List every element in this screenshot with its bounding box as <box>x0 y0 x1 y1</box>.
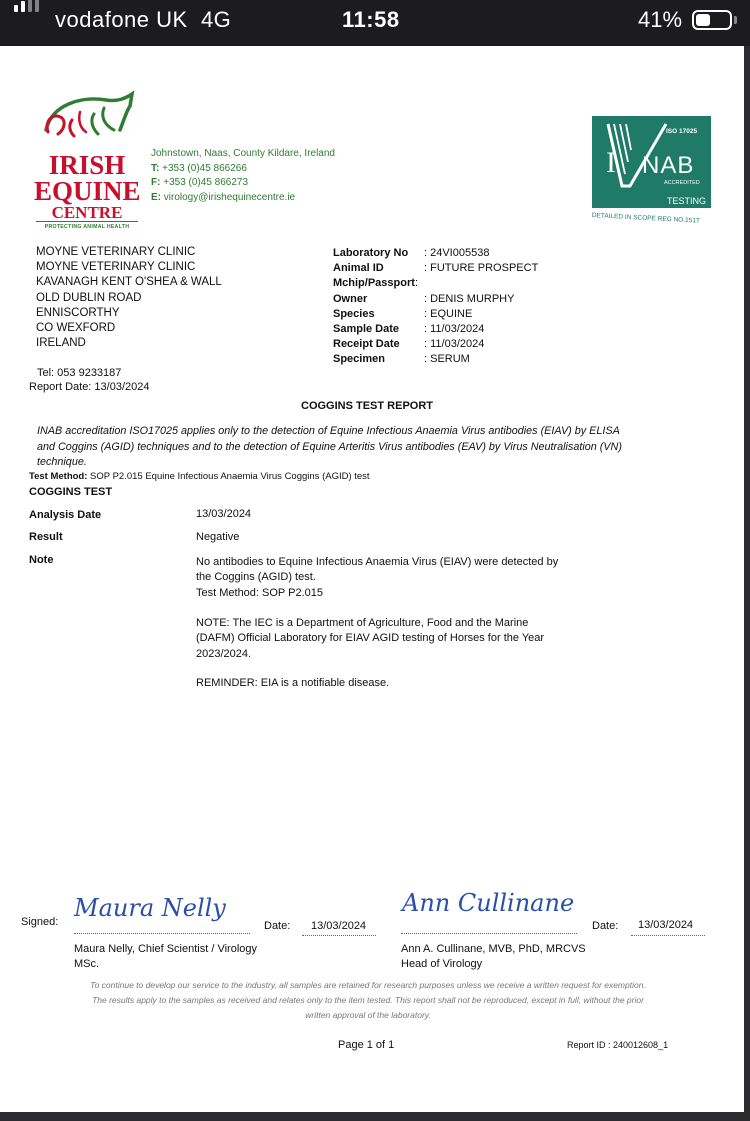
inab-badge <box>592 116 712 228</box>
logo-line-equine: EQUINE <box>34 176 141 206</box>
inab-scope: DETAILED IN SCOPE REG NO.151T <box>591 212 701 225</box>
recipient-line: MOYNE VETERINARY CLINIC <box>36 261 196 274</box>
page-number: Page 1 of 1 <box>338 1039 395 1051</box>
inab-accredited: ACCREDITED <box>664 180 700 186</box>
inab-name: NAB <box>642 152 695 179</box>
signer-2-date-line <box>631 935 705 936</box>
signature-1: Maura Nelly <box>74 894 226 922</box>
signer-1-date: 13/03/2024 <box>311 920 367 932</box>
battery-icon <box>692 10 732 30</box>
signer-1-name: Maura Nelly, Chief Scientist / Virology <box>74 943 257 955</box>
signature-1-line <box>74 933 250 934</box>
fax-line: F: +353 (0)45 866273 <box>151 177 249 188</box>
document-page: IRISH EQUINE CENTRE PROTECTING ANIMAL HEALTH Johnstown, Naas, County Kildare, Ireland T: +353 (0)45 866266 F: +353 (0)45 866273 E: virology@irishequinecentre.ie ISO 17025 I NAB ACCREDITED TESTING DETAILED IN SCOPE REG NO.151T MOYNE VETERINARY CLINIC MOYNE VETERINARY CLINIC KAVANAGH KENT O'SHEA & WALL OLD DUBLIN ROAD ENNISCORTHY CO WEXFORD IRELAND Tel: 053 9233187 Report Date: 13/03/2024 Laboratory No : 24VI005538 Animal ID : FUTURE PROSPECT Mchip/Passport : Owner : DENIS MURPHY Species : EQUINE Sample Date : 11/03/2024 Receipt Date : 11/03/2024 Specimen : SERUM COGGINS TEST REPORT INAB accreditation ISO17025 applies only to the detection of Equine Infectious Anaemia Virus antibodies (EIAV) by ELISA and Coggins (AGID) techniques and to the detection of Equine Arteritis Virus antibodies (EAV) by Virus Neutralisation (VN) technique. Test Method: SOP P2.015 Equine Infectious Anaemia Virus Coggins (AGID) test COGGINS TEST Analysis Date 13/03/2024 Result Negative Note No antibodies to Equine Infectious Anaemia Virus (EIAV) were detected by the Coggins (AGID) test. Test Method: SOP P2.015 NOTE: The IEC is a Department of Agriculture, Food and the Marine (DAFM) Official Laboratory for EIAV AGID testing of Horses for the Year 2023/2024. REMINDER: EIA is a notifiable disease. Signed: Maura Nelly Date: 13/03/2024 Maura Nelly, Chief Scientist / Virology MSc. Ann Cullinane Date: 13/03/2024 Ann A. Cullinane, MVB, PhD, MRCVS Head of Virology To continue to develop our service to the industry, all samples are retained for research purposes unless we receive a written request for exemption. The results apply to the samples as received and relates only to the item tested. This report shall not be reproduced, except in full, without the prior written approval of the laboratory. Page 1 of 1 Report ID : 240012608_1 <box>0 46 744 1112</box>
email-line: E: virology@irishequinecentre.ie <box>151 191 296 203</box>
signer-1-qualification: MSc. <box>74 958 100 970</box>
note-label: Note <box>29 554 54 566</box>
signed-label: Signed: <box>21 916 59 928</box>
recipient-line: ENNISCORTHY <box>36 306 120 319</box>
recipient-line: IRELAND <box>36 337 86 350</box>
logo-line-centre: CENTRE <box>51 203 123 222</box>
battery-percentage: 41% <box>638 7 683 32</box>
test-method-line: Test Method: SOP P2.015 Equine Infectious Anaemia Virus Coggins (AGID) test <box>29 471 370 482</box>
phone-line: T: +353 (0)45 866266 <box>151 162 247 174</box>
page-edge <box>744 46 750 1112</box>
report-id: Report ID : 240012608_1 <box>567 1040 669 1050</box>
recipient-address <box>36 245 222 351</box>
recipient-line: KAVANAGH KENT O'SHEA & WALL <box>36 276 222 289</box>
recipient-line: MOYNE VETERINARY CLINIC <box>36 246 196 258</box>
report-date: Report Date: 13/03/2024 <box>29 381 150 393</box>
recipient-tel: Tel: 053 9233187 <box>37 367 122 379</box>
status-bar <box>0 0 750 46</box>
analysis-date-value: 13/03/2024 <box>196 508 252 520</box>
signer-2-date-label: Date: <box>592 920 619 932</box>
logo-tagline: PROTECTING ANIMAL HEALTH <box>44 224 130 230</box>
logo-divider <box>36 221 138 222</box>
report-title: COGGINS TEST REPORT <box>301 400 434 412</box>
carrier-name: vodafone UK 4G <box>55 7 232 32</box>
inab-iso: ISO 17025 <box>666 128 698 135</box>
signer-2-date: 13/03/2024 <box>638 919 694 931</box>
battery-tip <box>734 16 737 24</box>
disclaimer: To continue to develop our service to the industry, all samples are retained for research purposes unless we receive a written request for exemption. The results apply to the samples as received and relates only to the item tested. This report shall not be reproduced, except in full, without the prior written approval of the laboratory. <box>90 980 646 1020</box>
iec-logo <box>34 90 140 236</box>
recipient-line: CO WEXFORD <box>36 322 116 335</box>
signer-1-date-line <box>302 935 376 936</box>
contact-block <box>151 147 335 205</box>
recipient-line: OLD DUBLIN ROAD <box>36 291 142 304</box>
inab-testing: TESTING <box>667 196 707 206</box>
section-heading: COGGINS TEST <box>29 486 113 498</box>
result-label: Result <box>29 531 63 543</box>
analysis-date-label: Analysis Date <box>29 509 102 521</box>
horse-logo-icon <box>34 90 140 156</box>
signature-2-line <box>401 933 577 934</box>
network-type: 4G <box>200 7 232 32</box>
accreditation-statement: INAB accreditation ISO17025 applies only to the detection of Equine Infectious Anaemia Virus antibodies (EIAV) by ELISA and Coggins (AGID) techniques and to the detection of Equine Arteritis Virus antibodies (EAV) by Virus Neutralisation (VN) technique. <box>37 425 622 468</box>
clock: 11:58 <box>342 7 400 32</box>
lab-address: Johnstown, Naas, County Kildare, Ireland <box>151 148 335 159</box>
logo-line-irish: IRISH <box>48 150 126 180</box>
result-value: Negative <box>196 531 240 543</box>
signature-2: Ann Cullinane <box>402 889 575 917</box>
iec-note: NOTE: The IEC is a Department of Agriculture, Food and the Marine (DAFM) Official Laboratory for EIAV AGID testing of Horses for the Year 2023/2024. <box>196 617 545 660</box>
signer-2-title: Head of Virology <box>401 958 483 970</box>
inab-i: I <box>606 146 616 179</box>
note-text: No antibodies to Equine Infectious Anaemia Virus (EIAV) were detected by the Coggins (AGID) test. Test Method: SOP P2.015 <box>196 556 559 599</box>
signer-2-name: Ann A. Cullinane, MVB, PhD, MRCVS <box>401 943 586 955</box>
bottom-band <box>0 1112 750 1121</box>
reminder: REMINDER: EIA is a notifiable disease. <box>196 677 390 689</box>
signer-1-date-label: Date: <box>264 920 291 932</box>
